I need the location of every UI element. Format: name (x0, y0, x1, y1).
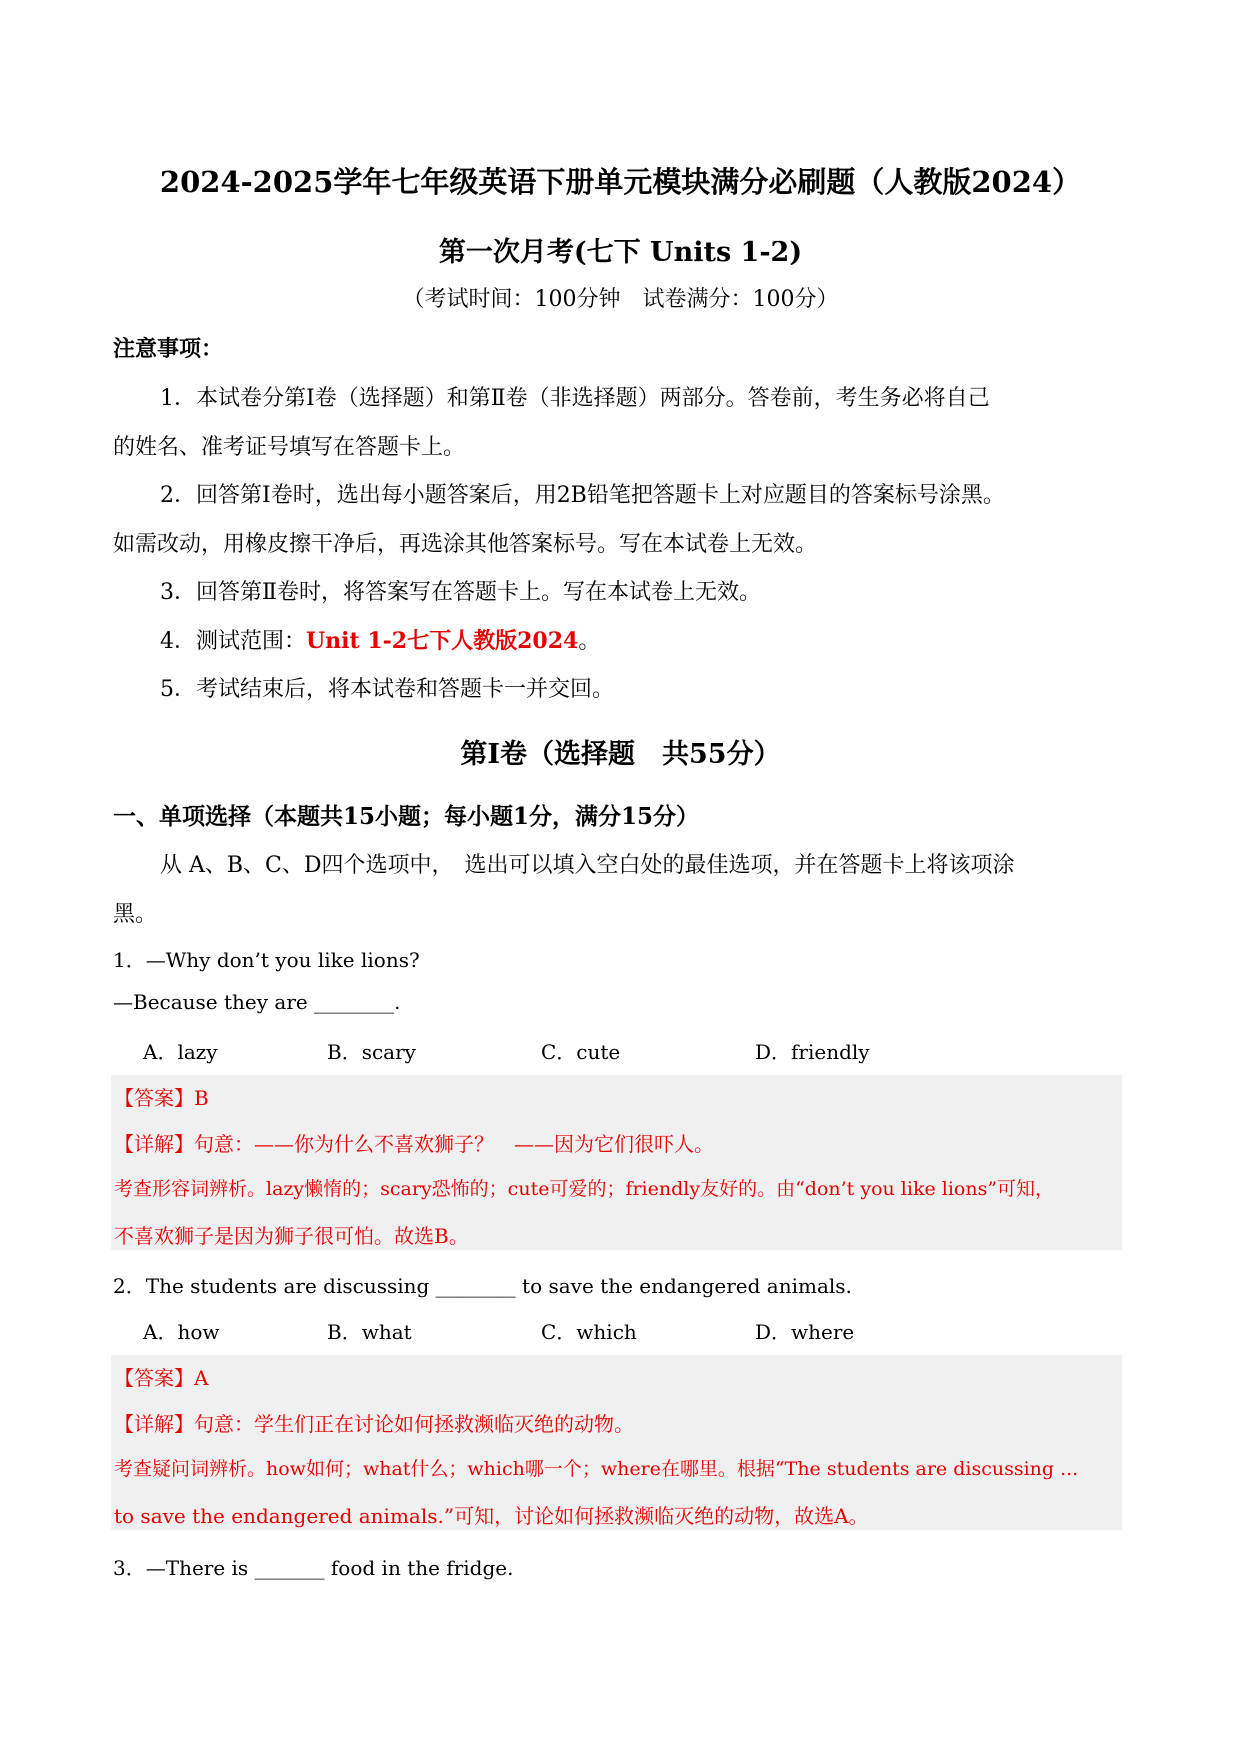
q2-analysis-cont: to save the endangered animals.”可知，讨论如何拯救濒临灭绝的动物，故选A。 (114, 1504, 869, 1528)
section-title: 第I卷（选择题 共55分） (460, 739, 781, 770)
q1-detail: 【详解】句意：——你为什么不喜欢狮子？ ——因为它们很吓人。 (114, 1132, 714, 1156)
q2-answer: 【答案】A (114, 1366, 209, 1390)
test-range: Unit 1-2七下人教版2024 (306, 628, 579, 654)
notice-item-4-suffix: 。 (578, 629, 601, 654)
question-1-line-1: 1．—Why don’t you like lions? (113, 948, 420, 972)
q1-option-c: C．cute (541, 1040, 621, 1064)
exam-info: （考试时间：100分钟 试卷满分：100分） (402, 287, 839, 312)
notice-item-2-cont: 如需改动，用橡皮擦干净后，再选涂其他答案标号。写在本试卷上无效。 (113, 532, 818, 557)
notice-heading: 注意事项： (113, 336, 224, 362)
notice-item-1-cont: 的姓名、准考证号填写在答题卡上。 (113, 435, 466, 460)
notice-item-1: 1．本试卷分第Ⅰ卷（选择题）和第Ⅱ卷（非选择题）两部分。答卷前，考生务必将自己 (160, 386, 990, 411)
notice-item-3: 3．回答第Ⅱ卷时，将答案写在答题卡上。写在本试卷上无效。 (160, 580, 761, 605)
q1-option-d: D．friendly (755, 1040, 870, 1064)
answer-box-2 (111, 1355, 1122, 1530)
q2-detail: 【详解】句意：学生们正在讨论如何拯救濒临灭绝的动物。 (114, 1412, 634, 1436)
q1-analysis: 考查形容词辨析。lazy懒惰的；scary恐怖的；cute可爱的；friendly友好的。由“don’t you like lions”可知， (114, 1178, 1055, 1200)
q1-option-b: B．scary (327, 1040, 416, 1064)
notice-item-5: 5．考试结束后，将本试卷和答题卡一并交回。 (160, 677, 614, 702)
q1-analysis-cont: 不喜欢狮子是因为狮子很可怕。故选B。 (114, 1224, 469, 1248)
page-title: 2024-2025学年七年级英语下册单元模块满分必刷题（人教版2024） (159, 165, 1082, 199)
notice-item-4 (160, 624, 600, 655)
question-1-line-2: —Because they are ________. (113, 990, 401, 1014)
page-subtitle: 第一次月考(七下 Units 1-2) (438, 237, 803, 268)
q1-answer: 【答案】B (114, 1086, 209, 1110)
q2-option-c: C．which (541, 1320, 637, 1344)
notice-item-2: 2．回答第Ⅰ卷时，选出每小题答案后，用2B铅笔把答题卡上对应题目的答案标号涂黑。 (160, 483, 1005, 508)
q2-option-d: D．where (755, 1320, 855, 1344)
q2-analysis: 考查疑问词辨析。how如何；what什么；which哪一个；where在哪里。根据“The students are discussing ... (114, 1458, 1079, 1480)
part-title: 一、单项选择（本题共15小题；每小题1分，满分15分） (113, 803, 700, 830)
q1-option-a: A．lazy (143, 1040, 218, 1064)
q2-option-a: A．how (143, 1320, 220, 1344)
question-3-line-1: 3．—There is _______ food in the fridge. (113, 1556, 514, 1580)
notice-item-4-prefix: 4．测试范围： (160, 629, 306, 654)
question-2-line-1: 2．The students are discussing ________ to save the endangered animals. (113, 1274, 852, 1298)
instruction-cont: 黑。 (113, 902, 158, 927)
q2-option-b: B．what (327, 1320, 412, 1344)
instruction: 从 A、B、C、D四个选项中， 选出可以填入空白处的最佳选项，并在答题卡上将该项涂 (160, 853, 1015, 878)
answer-box-1 (111, 1075, 1122, 1250)
